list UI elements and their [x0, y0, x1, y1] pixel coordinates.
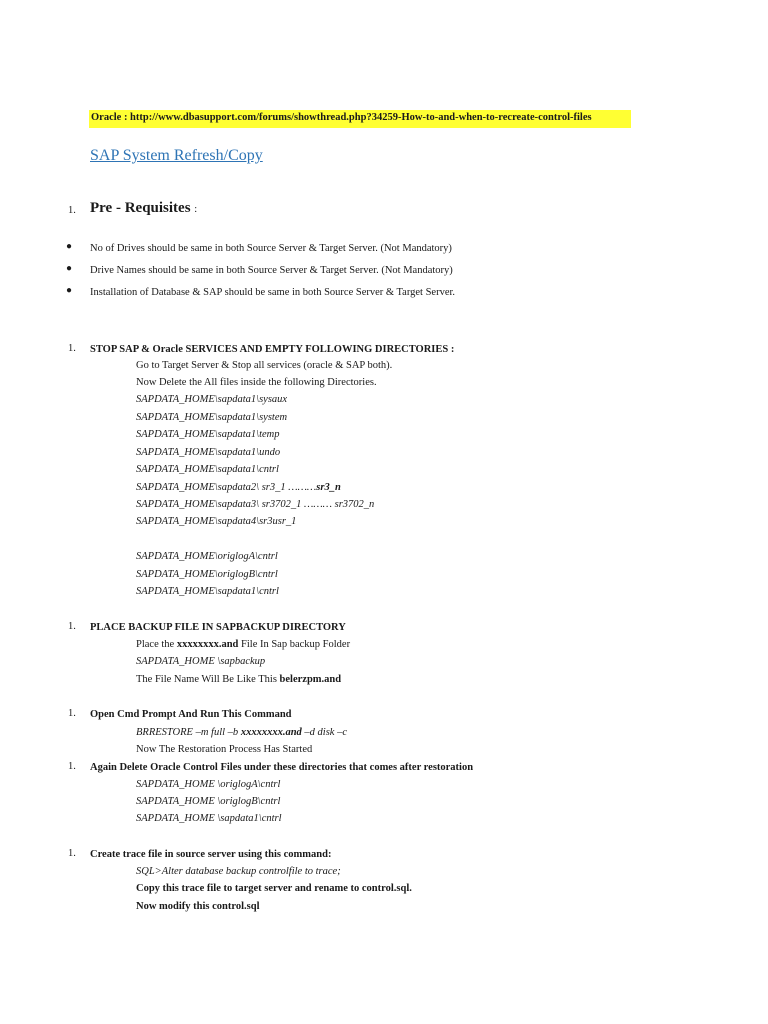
path-line: SAPDATA_HOME\origlogB\cntrl	[136, 569, 278, 580]
backup-file-name: xxxxxxxx.and	[176, 639, 239, 650]
cmd-line	[136, 726, 347, 740]
path-line: SAPDATA_HOME\sapdata3\ sr3702_1 ……… sr3702_n	[136, 499, 375, 510]
stop-line-1: Go to Target Server & Stop all services (oracle & SAP both).	[136, 360, 393, 371]
list-number: 1.	[68, 205, 76, 216]
backup-path: SAPDATA_HOME \sapbackup	[136, 656, 266, 667]
list-number: 1.	[68, 848, 76, 859]
backup-line-1	[136, 638, 350, 652]
path-line-sr3	[136, 481, 341, 495]
stop-line-2: Now Delete the All files inside the following Directories.	[136, 377, 377, 388]
prereq-bullet-2: Drive Names should be same in both Source Server & Target Server. (Not Mandatory)	[90, 265, 453, 276]
bullet-icon: ●	[66, 241, 73, 252]
trace-line-3: Now modify this control.sql	[136, 901, 260, 912]
list-number: 1.	[68, 343, 76, 354]
path-line: SAPDATA_HOME\sapdata1\undo	[136, 447, 281, 458]
bullet-icon: ●	[66, 263, 73, 274]
backup-example-name: belerzpm.and	[279, 674, 342, 685]
path-sr3-suffix: sr3_n	[316, 482, 341, 493]
path-line: SAPDATA_HOME\sapdata1\temp	[136, 429, 280, 440]
path-sr3-prefix: SAPDATA_HOME\sapdata2\ sr3_1 ………	[136, 482, 317, 493]
backup-line-3-pre: The File Name Will Be Like This	[136, 674, 280, 685]
prereq-bullet-1: No of Drives should be same in both Source Server & Target Server. (Not Mandatory)	[90, 243, 452, 254]
bullet-icon: ●	[66, 285, 73, 296]
trace-sql: SQL>Alter database backup controlfile to trace;	[136, 866, 341, 877]
stop-heading: STOP SAP & Oracle SERVICES AND EMPTY FOLLOWING DIRECTORIES :	[90, 344, 455, 355]
prereq-bullet-3: Installation of Database & SAP should be same in both Source Server & Target Server.	[90, 287, 456, 298]
cmd-line-2: Now The Restoration Process Has Started	[136, 744, 313, 755]
path-line: SAPDATA_HOME\sapdata1\cntrl	[136, 586, 279, 597]
path-line: SAPDATA_HOME\sapdata1\cntrl	[136, 464, 279, 475]
prereq-colon: :	[194, 204, 198, 215]
cmd-heading: Open Cmd Prompt And Run This Command	[90, 709, 292, 720]
path-line: SAPDATA_HOME\sapdata4\sr3usr_1	[136, 516, 297, 527]
list-number: 1.	[68, 621, 76, 632]
prereq-heading-text: Pre - Requisites	[90, 200, 191, 216]
backup-heading: PLACE BACKUP FILE IN SAPBACKUP DIRECTORY	[90, 622, 346, 633]
cmd-part-a: BRRESTORE –m full –b	[136, 727, 241, 738]
path-line: SAPDATA_HOME\sapdata1\system	[136, 412, 288, 423]
path-line: SAPDATA_HOME \sapdata1\cntrl	[136, 813, 282, 824]
list-number: 1.	[68, 761, 76, 772]
list-number: 1.	[68, 708, 76, 719]
again-heading: Again Delete Oracle Control Files under these directories that comes after restoration	[90, 762, 474, 773]
oracle-link-text[interactable]: Oracle : http://www.dbasupport.com/forums/showthread.php?34259-How-to-and-when-to-recreate-control-files	[91, 112, 592, 123]
backup-line-3	[136, 673, 341, 687]
page-title[interactable]: SAP System Refresh/Copy	[90, 147, 263, 164]
backup-line-1-post: File In Sap backup Folder	[238, 639, 351, 650]
path-line: SAPDATA_HOME \origlogA\cntrl	[136, 779, 281, 790]
cmd-file: xxxxxxxx.and	[240, 727, 302, 738]
path-line: SAPDATA_HOME \origlogB\cntrl	[136, 796, 281, 807]
trace-heading: Create trace file in source server using this command:	[90, 849, 332, 860]
path-line: SAPDATA_HOME\origlogA\cntrl	[136, 551, 278, 562]
highlighted-link-bar[interactable]	[89, 110, 631, 128]
backup-line-1-pre: Place the	[136, 639, 177, 650]
cmd-part-b: –d disk –c	[301, 727, 347, 738]
prereq-heading	[90, 200, 197, 217]
path-line: SAPDATA_HOME\sapdata1\sysaux	[136, 394, 288, 405]
trace-line-2: Copy this trace file to target server and rename to control.sql.	[136, 883, 412, 894]
